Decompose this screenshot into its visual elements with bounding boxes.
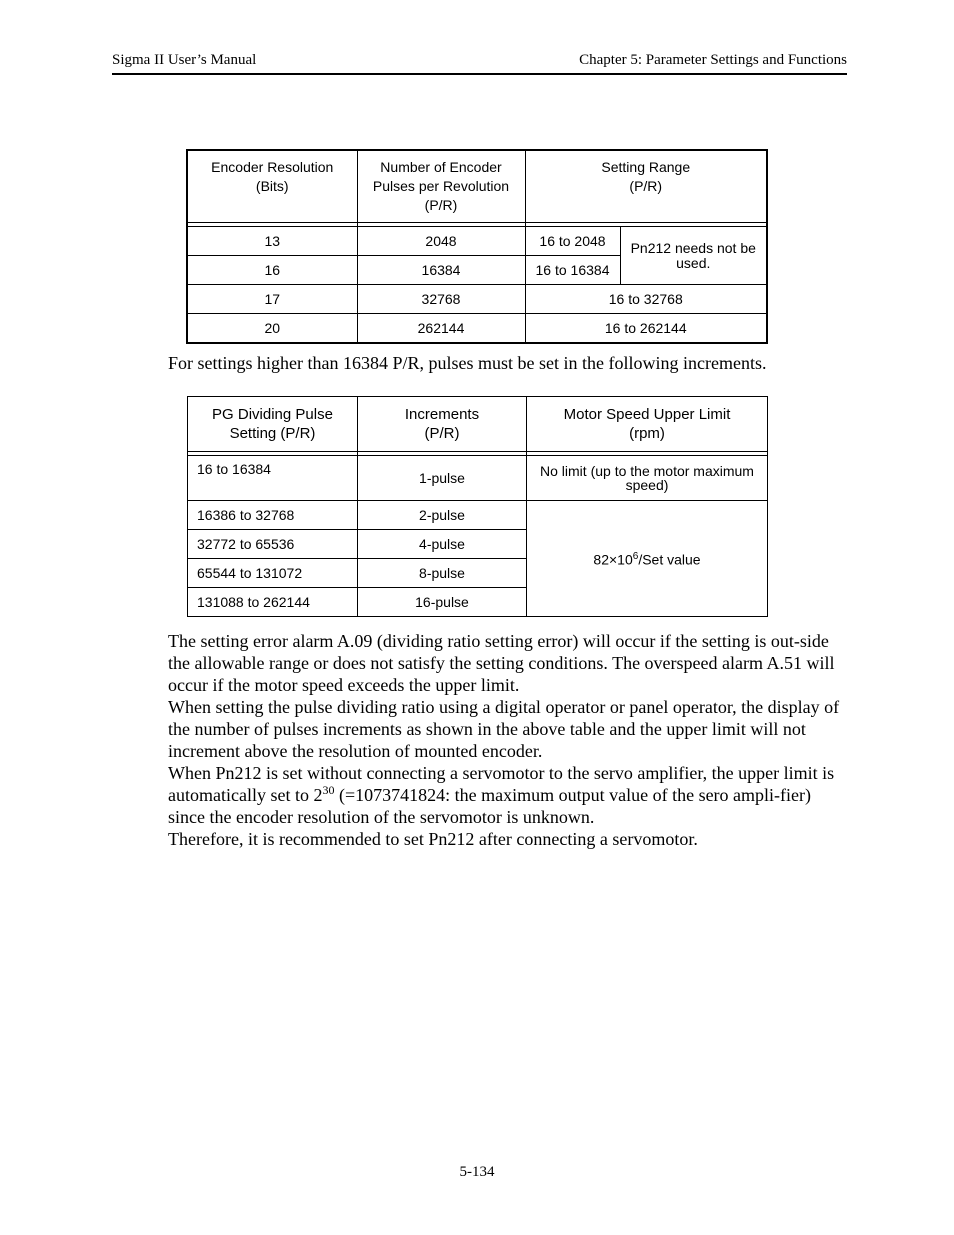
- header-chapter-title: Chapter 5: Parameter Settings and Functions: [579, 52, 847, 68]
- header-pg-dividing-pulse: PG Dividing Pulse Setting (P/R): [188, 397, 358, 452]
- header-speed-upper-limit: Motor Speed Upper Limit (rpm): [527, 397, 768, 452]
- cell-setting: 32772 to 65536: [188, 530, 358, 559]
- table-row: [188, 501, 768, 530]
- cell-setting: 65544 to 131072: [188, 559, 358, 588]
- header-encoder-resolution: Encoder Resolution (Bits): [187, 150, 357, 223]
- header-setting-range: Setting Range (P/R): [525, 150, 767, 223]
- cell-pulses: 32768: [357, 285, 525, 314]
- cell-range: 16 to 2048: [525, 227, 620, 256]
- formula-exponent: 6: [632, 551, 639, 563]
- cell-increment: 8-pulse: [358, 559, 527, 588]
- cell-pn212-note: Pn212 needs not be used.: [620, 227, 767, 285]
- header-encoder-pulses: Number of Encoder Pulses per Revolution (P/R): [357, 150, 525, 223]
- recommendation-paragraph: Therefore, it is recommended to set Pn212 after connecting a servomotor.: [168, 829, 698, 849]
- cell-speed-formula: [527, 501, 768, 617]
- cell-increment: 2-pulse: [358, 501, 527, 530]
- cell-increment: 4-pulse: [358, 530, 527, 559]
- cell-increment: 1-pulse: [358, 456, 527, 501]
- cell-pulses: 16384: [357, 256, 525, 285]
- cell-setting: 16386 to 32768: [188, 501, 358, 530]
- cell-range: 16 to 262144: [525, 314, 767, 344]
- cell-pulses: 262144: [357, 314, 525, 344]
- pulse-increment-table: [187, 396, 768, 617]
- operator-paragraph: When setting the pulse dividing ratio using a digital operator or panel operator, the display of the number of pulses increments as shown in the above table and the upper limit will not increment above the resolution of mounted encoder.: [168, 697, 840, 761]
- table-header-row: [188, 397, 768, 452]
- power-exponent: 30: [322, 783, 335, 797]
- table-row: [187, 227, 767, 256]
- cell-pulses: 2048: [357, 227, 525, 256]
- cell-setting: 131088 to 262144: [188, 588, 358, 617]
- table-row: [188, 456, 768, 501]
- formula-base: 82×10: [593, 551, 633, 568]
- header-manual-title: Sigma II User’s Manual: [112, 52, 257, 68]
- body-text: [168, 630, 848, 850]
- cell-bits: 16: [187, 256, 357, 285]
- cell-bits: 13: [187, 227, 357, 256]
- servomotor-paragraph: When Pn212 is set without connecting a servomotor to the servo amplifier, the upper limit is automatically set to $2^{30}$ (=1073741824: the maximum output value of the sero ampli-fier) since the encoder resolution of the servomotor is unknown.: [168, 763, 835, 827]
- alarm-paragraph: The setting error alarm A.09 (dividing ratio setting error) will occur if the setting is out-side the allowable range or does not satisfy the setting conditions. The overspeed alarm A.51 will occur if the motor speed exceeds the upper limit.: [168, 631, 835, 695]
- cell-setting: 16 to 16384: [188, 456, 358, 501]
- cell-range: 16 to 32768: [525, 285, 767, 314]
- table-row: [187, 314, 767, 344]
- cell-range: 16 to 16384: [525, 256, 620, 285]
- cell-bits: 17: [187, 285, 357, 314]
- intro-sentence: For settings higher than 16384 P/R, pulses must be set in the following increments.: [168, 353, 767, 373]
- cell-bits: 20: [187, 314, 357, 344]
- formula-suffix: /Set value: [638, 551, 701, 568]
- page-number: 5-134: [459, 1164, 495, 1180]
- encoder-resolution-table: [186, 149, 768, 344]
- header-increments: Increments (P/R): [358, 397, 527, 452]
- cell-no-limit: No limit (up to the motor maximum speed): [527, 456, 768, 501]
- header-divider: [112, 73, 847, 75]
- table-row: [187, 285, 767, 314]
- table-header-row: [187, 150, 767, 223]
- cell-increment: 16-pulse: [358, 588, 527, 617]
